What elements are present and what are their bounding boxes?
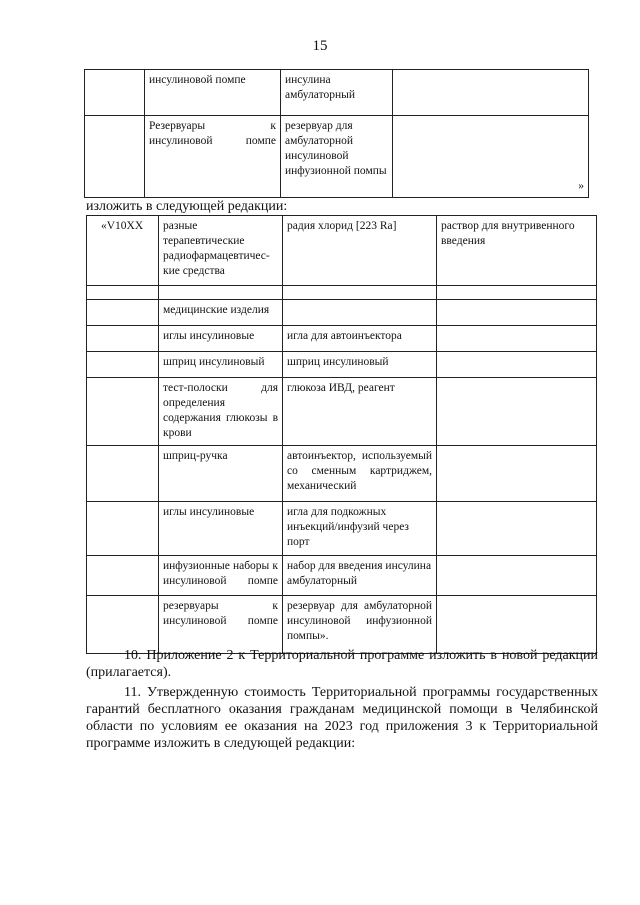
paragraph-11 [86,684,598,752]
table-cell: разные терапевтические радиофармацевтичес-кие средства [159,216,283,286]
table-cell: инсулина амбулаторный [281,70,393,116]
table-cell: шприц-ручка [159,446,283,502]
table-cell [87,556,159,596]
table-cell [159,286,283,300]
table-cell [87,502,159,556]
table-row [87,446,597,502]
table-cell: раствор для внутривенного введения [437,216,597,286]
table-cell: Резервуары к инсулиновой помпе [145,116,281,198]
table-cell-code: «V10XX [87,216,159,286]
table-cell: резервуар для амбулаторной инсулиновой инфузионной помпы». [283,596,437,654]
table-cell: игла для подкожных инъекций/инфузий через порт [283,502,437,556]
table-cell [437,352,597,378]
table-main [86,215,597,654]
table-cell: радия хлорид [223 Ra] [283,216,437,286]
table-cell [87,446,159,502]
table-cell [87,596,159,654]
table-row [87,326,597,352]
paragraph-10-text: 10. Приложение 2 к Территориальной программе изложить в новой редакции (прилагается). [86,648,598,680]
table-cell [87,300,159,326]
table-cell: глюкоза ИВД, реагент [283,378,437,446]
table-cell: игла для автоинъектора [283,326,437,352]
table-cell [437,300,597,326]
table-cell [437,378,597,446]
table-cell [283,300,437,326]
table-row [87,556,597,596]
table-row [87,352,597,378]
table-row [85,70,589,116]
closing-quote: » [393,116,589,198]
table-cell [87,378,159,446]
table-cell: инфузионные наборы к инсулиновой помпе [159,556,283,596]
table-cell [87,326,159,352]
table-cell: шприц инсулиновый [159,352,283,378]
lead-text: изложить в следующей редакции: [86,199,288,214]
table-cell: иглы инсулиновые [159,326,283,352]
table-cell: резервуар для амбулаторной инсулиновой инфузионной помпы [281,116,393,198]
table-cell [87,352,159,378]
table-cell [393,70,589,116]
table-cell: иглы инсулиновые [159,502,283,556]
table-cell: инсулиновой помпе [145,70,281,116]
table-top-continuation [84,69,589,198]
table-cell [437,446,597,502]
table-cell [437,596,597,654]
table-row [85,116,589,198]
table-row [87,300,597,326]
table-cell [87,286,159,300]
paragraph-11-text: 11. Утвержденную стоимость Территориальной программы государственных гарантий бесплатного оказания гражданам медицинской помощи в Челябинской области по условиям ее оказания на 2023 год приложения 3 к Территориальной программе изложить в следующей редакции: [86,685,598,751]
table-row [87,596,597,654]
table-cell [437,556,597,596]
paragraph-10 [86,647,598,681]
table-cell [437,326,597,352]
table-cell: шприц инсулиновый [283,352,437,378]
table-cell: резервуары к инсулиновой помпе [159,596,283,654]
table-cell [283,286,437,300]
table-cell: медицинские изделия [159,300,283,326]
table-cell [437,286,597,300]
page-number: 15 [312,38,328,54]
table-cell [85,116,145,198]
table-cell: набор для введения инсулина амбулаторный [283,556,437,596]
table-row [87,286,597,300]
table-row [87,502,597,556]
table-cell: автоинъектор, используемый со сменным картриджем, механический [283,446,437,502]
table-cell [437,502,597,556]
table-row [87,216,597,286]
table-row [87,378,597,446]
table-cell [85,70,145,116]
table-cell: тест-полоски для определения содержания глюкозы в крови [159,378,283,446]
